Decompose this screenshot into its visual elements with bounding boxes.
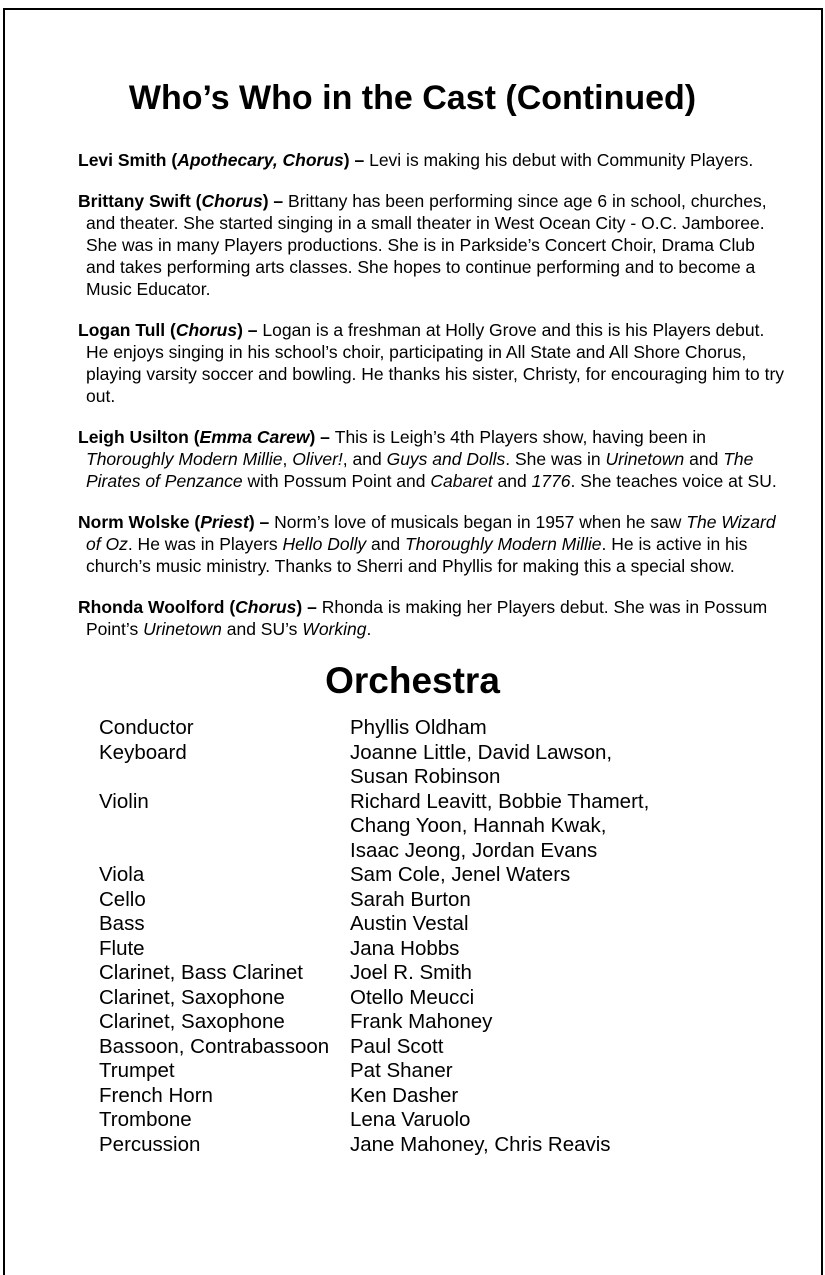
bio-text-segment: The Pirates of Penzance <box>86 448 754 491</box>
bio-text-segment: Priest <box>200 511 249 532</box>
bio-text-segment: Working <box>302 618 367 639</box>
cast-bios <box>0 149 825 640</box>
orchestra-title: Orchestra <box>325 659 500 701</box>
bio-text-segment: . He was in Players <box>127 533 283 554</box>
bio-text-segment: Levi is making his debut with Community Players. <box>369 149 754 170</box>
orchestra-role: Keyboard <box>99 740 187 764</box>
bio-text-segment: ) – <box>343 149 370 170</box>
bio-text-segment: The Wizard of Oz <box>86 511 776 554</box>
bio-text-segment: 1776 <box>531 470 571 491</box>
orchestra-name-line: Joel R. Smith <box>350 961 472 985</box>
bio-text-segment: Urinetown <box>605 448 685 469</box>
orchestra-names <box>350 986 825 1011</box>
orchestra-role: Cello <box>99 887 146 911</box>
bio-text-segment: Cabaret <box>430 470 493 491</box>
orchestra-row <box>99 863 825 888</box>
orchestra-names <box>350 1010 825 1035</box>
orchestra-name-line: Chang Yoon, Hannah Kwak, <box>350 814 607 838</box>
orchestra-names <box>350 716 825 741</box>
orchestra-name-line: Austin Vestal <box>350 912 469 936</box>
orchestra-role: Flute <box>99 936 145 960</box>
cast-bio <box>0 149 825 171</box>
bio-text-segment: Brittany Swift ( <box>78 190 202 211</box>
orchestra-names <box>350 790 825 864</box>
orchestra-name-line: Jane Mahoney, Chris Reavis <box>350 1132 611 1156</box>
bio-text-segment: Thoroughly Modern Millie <box>405 533 602 554</box>
cast-bio <box>0 596 825 640</box>
bio-text-segment: Brittany has been performing since age 6 in school, churches, and theater. She started singing in a small theater in West Ocean City - O.C. Jamboree. She was in many Players productions. She is in Parkside’s Concert Choir, Drama Club and takes performing arts classes. She hopes to continue performing and to become a Music Educator. <box>86 190 767 299</box>
orchestra-name-line: Susan Robinson <box>350 765 501 789</box>
orchestra-name-line: Otello Meucci <box>350 985 475 1009</box>
orchestra-row <box>99 1059 825 1084</box>
orchestra-names <box>350 1108 825 1133</box>
bio-text-segment: Logan is a freshman at Holly Grove and this is his Players debut. He enjoys singing in his school’s choir, participating in All State and All Shore Chorus, playing varsity soccer and bowling. He thanks his sister, Christy, for encouraging him to try out. <box>86 319 785 406</box>
orchestra-name-line: Ken Dasher <box>350 1083 459 1107</box>
orchestra-row <box>99 1084 825 1109</box>
orchestra-list <box>99 716 825 1157</box>
orchestra-name-line: Richard Leavitt, Bobbie Thamert, <box>350 789 650 813</box>
orchestra-names <box>350 1035 825 1060</box>
orchestra-row <box>99 961 825 986</box>
cast-bio <box>0 190 825 300</box>
orchestra-name-line: Sarah Burton <box>350 887 471 911</box>
orchestra-role: Clarinet, Saxophone <box>99 985 285 1009</box>
bio-text-segment: Leigh Usilton ( <box>78 426 200 447</box>
orchestra-names <box>350 1059 825 1084</box>
bio-text-segment: Oliver! <box>292 448 343 469</box>
bio-text-segment: . He is active in his church’s music ministry. Thanks to Sherri and Phyllis for making this a special show. <box>86 533 748 576</box>
bio-text-segment: Guys and Dolls <box>386 448 506 469</box>
bio-text-segment: and <box>366 533 406 554</box>
orchestra-name-line: Jana Hobbs <box>350 936 460 960</box>
orchestra-role: Bassoon, Contrabassoon <box>99 1034 330 1058</box>
bio-text-segment: Thoroughly Modern Millie <box>86 448 283 469</box>
bio-text-segment: , and <box>342 448 387 469</box>
orchestra-row <box>99 790 825 864</box>
orchestra-role: Viola <box>99 863 145 887</box>
orchestra-names <box>350 741 825 790</box>
orchestra-names <box>350 888 825 913</box>
bio-text-segment: Chorus <box>235 596 297 617</box>
bio-text-segment: and <box>492 470 532 491</box>
orchestra-names <box>350 863 825 888</box>
bio-text-segment: ) – <box>237 319 263 340</box>
bio-text-segment: Hello Dolly <box>282 533 367 554</box>
orchestra-role: Trombone <box>99 1108 192 1132</box>
orchestra-name-line: Frank Mahoney <box>350 1010 493 1034</box>
orchestra-row <box>99 986 825 1011</box>
orchestra-name-line: Joanne Little, David Lawson, <box>350 740 613 764</box>
orchestra-names <box>350 1133 825 1158</box>
orchestra-row <box>99 741 825 790</box>
orchestra-row <box>99 912 825 937</box>
bio-text-segment: ) – <box>248 511 275 532</box>
cast-bio <box>0 426 825 492</box>
orchestra-role: Violin <box>99 789 149 813</box>
page-title: Who’s Who in the Cast (Continued) <box>128 79 697 117</box>
bio-text-segment: This is Leigh’s 4th Players show, having been in <box>334 426 707 447</box>
orchestra-name-line: Isaac Jeong, Jordan Evans <box>350 838 598 862</box>
cast-bio <box>0 511 825 577</box>
cast-bio <box>0 319 825 407</box>
bio-text-segment: . <box>366 618 372 639</box>
bio-text-segment: Rhonda Woolford ( <box>78 596 236 617</box>
bio-text-segment: . She was in <box>505 448 606 469</box>
orchestra-name-line: Pat Shaner <box>350 1059 453 1083</box>
bio-text-segment: Logan Tull ( <box>78 319 176 340</box>
bio-text-segment: Apothecary, Chorus <box>177 149 344 170</box>
bio-text-segment: , <box>282 448 293 469</box>
orchestra-role: Bass <box>99 912 145 936</box>
orchestra-names <box>350 961 825 986</box>
orchestra-row <box>99 1010 825 1035</box>
bio-text-segment: Chorus <box>201 190 263 211</box>
bio-text-segment: . She teaches voice at SU. <box>570 470 777 491</box>
bio-text-segment: Norm’s love of musicals began in 1957 when he saw <box>274 511 687 532</box>
bio-text-segment: Levi Smith ( <box>78 149 178 170</box>
orchestra-name-line: Lena Varuolo <box>350 1108 471 1132</box>
orchestra-role: French Horn <box>99 1083 213 1107</box>
orchestra-name-line: Phyllis Oldham <box>350 716 487 740</box>
bio-text-segment: Chorus <box>175 319 238 340</box>
bio-text-segment: and SU’s <box>221 618 303 639</box>
orchestra-row <box>99 1133 825 1158</box>
bio-text-segment: ) – <box>296 596 322 617</box>
orchestra-row <box>99 1108 825 1133</box>
bio-text-segment: Emma Carew <box>199 426 310 447</box>
orchestra-names <box>350 937 825 962</box>
orchestra-role: Trumpet <box>99 1059 175 1083</box>
bio-text-segment: with Possum Point and <box>242 470 431 491</box>
bio-text-segment: Rhonda is making her Players debut. She was in Possum Point’s <box>86 596 768 639</box>
orchestra-role: Clarinet, Saxophone <box>99 1010 285 1034</box>
orchestra-row <box>99 716 825 741</box>
orchestra-role: Clarinet, Bass Clarinet <box>99 961 303 985</box>
orchestra-role: Conductor <box>99 716 194 740</box>
orchestra-row <box>99 937 825 962</box>
bio-text-segment: Urinetown <box>143 618 222 639</box>
bio-text-segment: Norm Wolske ( <box>78 511 201 532</box>
orchestra-name-line: Sam Cole, Jenel Waters <box>350 863 571 887</box>
orchestra-names <box>350 1084 825 1109</box>
orchestra-names <box>350 912 825 937</box>
bio-text-segment: and <box>684 448 724 469</box>
bio-text-segment: ) – <box>262 190 289 211</box>
orchestra-row <box>99 888 825 913</box>
orchestra-role: Percussion <box>99 1132 201 1156</box>
orchestra-name-line: Paul Scott <box>350 1034 444 1058</box>
bio-text-segment: ) – <box>309 426 335 447</box>
orchestra-row <box>99 1035 825 1060</box>
